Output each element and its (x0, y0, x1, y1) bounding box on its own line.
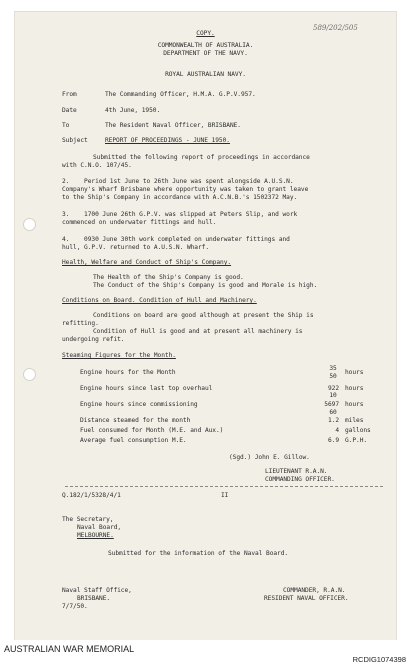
steaming-row-unit: hours (345, 401, 364, 408)
steaming-row-value: 922 (327, 385, 339, 392)
steaming-row-value: 35 (329, 365, 337, 372)
para3-line-2: commenced on underwater fittings and hull. (62, 219, 217, 226)
steaming-row-subvalue: 50 (329, 373, 337, 380)
intro-line-1: Submitted the following report of proceedings in accordance (93, 154, 310, 161)
closing-left-1: Naval Staff Office, (62, 587, 132, 594)
reference-roman: II (221, 492, 229, 499)
date-value: 4th June, 1950. (105, 107, 161, 114)
signature-title: COMMANDING OFFICER. (265, 476, 335, 483)
punch-hole (23, 368, 36, 381)
steaming-row-unit: hours (345, 385, 364, 392)
submitted-line: Submitted for the information of the Naval Board. (108, 550, 289, 557)
steaming-row-unit: gallons (345, 427, 371, 434)
steaming-row-label: Engine hours since last top overhaul (80, 385, 213, 392)
steaming-heading: Steaming Figures for the Month. (62, 352, 176, 359)
footer-bar (0, 640, 412, 666)
steaming-row-unit: G.P.H. (345, 437, 368, 444)
from-value: The Commanding Officer, H.M.A. G.P.V.957. (105, 91, 256, 98)
closing-left-3: 7/7/50. (62, 603, 88, 610)
health-line-1: The Health of the Ship's Company is good. (93, 274, 244, 281)
copy-heading: COPY. (196, 30, 215, 37)
para2-line-3: to the Ship's Company in accordance with A.C.N.B.'s 1502372 May. (62, 194, 298, 201)
signature-sgd: (Sgd.) John E. Gillow. (229, 454, 310, 461)
address-line-1: The Secretary, (62, 516, 114, 523)
steaming-row-label: Engine hours since commissioning (80, 401, 198, 408)
para4-line-2: hull, G.P.V. returned to A.U.S.N. Wharf. (62, 244, 210, 251)
steaming-row-unit: hours (345, 369, 364, 376)
handwritten-annotation: 589/202/505 (313, 24, 358, 32)
subject-label: Subject (62, 137, 88, 144)
from-label: From (62, 91, 77, 98)
steaming-row-value: 5697 (324, 401, 339, 408)
health-line-2: The Conduct of the Ship's Company is good and Morale is high. (93, 282, 318, 289)
reference-number: Q.182/1/5328/4/1 (62, 492, 121, 499)
conditions-line-1: Conditions on board are good although at present the Ship is (93, 312, 314, 319)
steaming-row-subvalue: 10 (329, 392, 337, 399)
closing-left-2: BRISBANE. (77, 595, 111, 602)
org-navy: ROYAL AUSTRALIAN NAVY. (165, 71, 246, 78)
address-line-2: Naval Board, (77, 524, 122, 531)
para4-line-1: 4. 0930 June 30th work completed on underwater fittings and (62, 236, 290, 243)
to-value: The Resident Naval Officer, BRISBANE. (105, 122, 241, 129)
closing-right-1: COMMANDER, R.A.N. (283, 587, 346, 594)
para2-line-2: Company's Wharf Brisbane where opportunity was taken to grant leave (62, 186, 309, 193)
steaming-row-label: Fuel consumed for Month (M.E. and Aux.) (80, 427, 224, 434)
footer-source: AUSTRALIAN WAR MEMORIAL (4, 644, 135, 654)
steaming-row-label: Distance steamed for the month (80, 417, 191, 424)
steaming-row-label: Engine hours for the Month (80, 369, 176, 376)
subject-value: REPORT OF PROCEEDINGS - JUNE 1950. (105, 137, 230, 144)
steaming-row-value: 6.9 (327, 437, 339, 444)
steaming-row-value: 4 (335, 427, 339, 434)
org-department: DEPARTMENT OF THE NAVY. (163, 50, 248, 57)
conditions-line-4: undergoing refit. (62, 336, 125, 343)
conditions-line-2: refitting. (62, 320, 99, 327)
conditions-line-3: Condition of Hull is good and at present all machinery is (93, 328, 303, 335)
signature-rank: LIEUTENANT R.A.N. (265, 468, 328, 475)
date-label: Date (62, 107, 77, 114)
punch-hole (23, 218, 36, 231)
para2-line-1: 2. Period 1st June to 26th June was spent alongside A.U.S.N. (62, 178, 294, 185)
org-commonwealth: COMMONWEALTH OF AUSTRALIA. (157, 42, 254, 49)
conditions-heading: Conditions on Board. Condition of Hull and Machinery. (62, 297, 257, 304)
steaming-row-subvalue: 60 (329, 409, 337, 416)
closing-right-2: RESIDENT NAVAL OFFICER. (264, 595, 349, 602)
intro-line-2: with C.N.O. 107/45. (62, 162, 132, 169)
steaming-row-value: 1.2 (327, 417, 339, 424)
footer-id: RCDIG1074398 (352, 655, 406, 664)
steaming-row-unit: miles (345, 417, 364, 424)
address-line-3: MELBOURNE. (77, 532, 114, 539)
to-label: To (62, 122, 70, 129)
steaming-row-label: Average fuel consumption M.E. (80, 437, 187, 444)
health-heading: Health, Welfare and Conduct of Ship's Company. (62, 259, 232, 266)
document-page (15, 12, 396, 640)
separator-line (65, 486, 383, 487)
para3-line-1: 3. 1700 June 26th G.P.V. was slipped at Peters Slip, and work (62, 211, 298, 218)
